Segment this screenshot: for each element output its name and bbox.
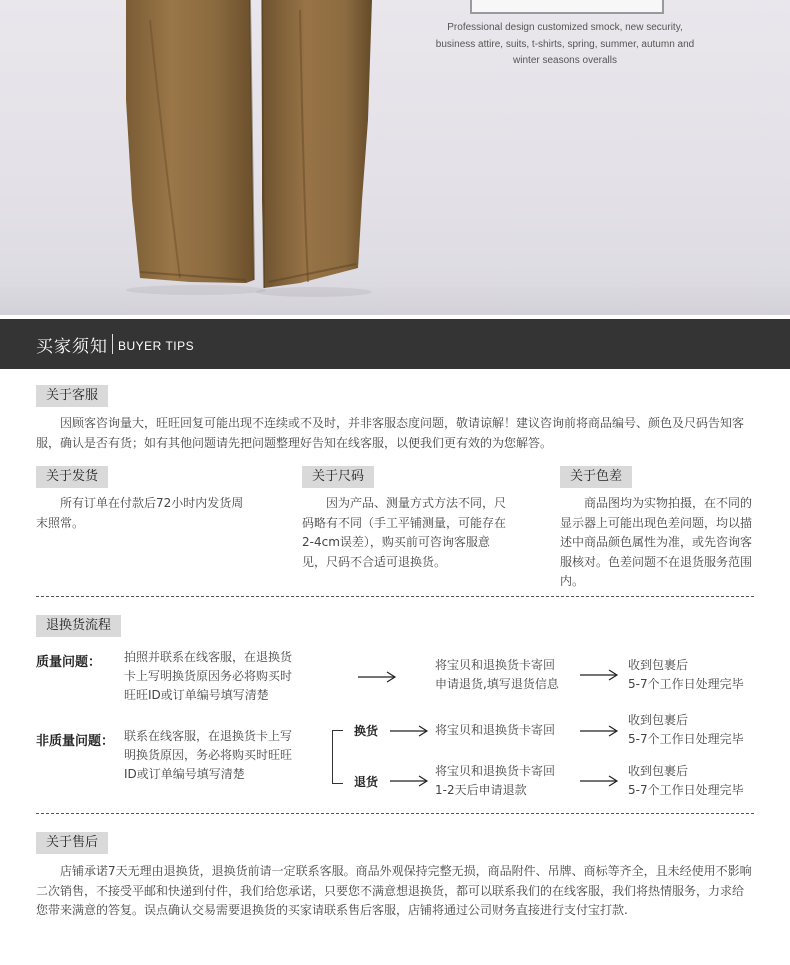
nonquality-line: 联系在线客服，在退换货卡上写: [124, 729, 293, 743]
nonquality-line: 明换货原因，务必将购买时旺旺: [124, 748, 293, 762]
product-photo: [0, 0, 790, 315]
arrow-right-icon: [580, 775, 620, 787]
quality-step2-line: 申请退货,填写退货信息: [435, 677, 559, 691]
arrow-right-icon: [390, 725, 430, 737]
service-text: 因顾客咨询量大，旺旺回复可能出现不连续或不及时，并非客服态度问题，敬请谅解！建议咨询前将商品编号、颜色及尺码告知客服，确认是否有货；如有其他问题请先把问题整理好告知在线客服，以便我们更有效的为您解答。: [36, 416, 745, 450]
exchange-step3: [628, 711, 744, 749]
nonquality-title: 非质量问题：: [36, 734, 115, 749]
tagline-line: Professional design customized smock, new security,: [447, 22, 683, 33]
quality-step3-line: 5-7个工作日处理完毕: [628, 677, 744, 691]
quality-line: 卡上写明换货原因务必将购买时: [124, 669, 293, 683]
header-divider: [112, 334, 113, 354]
refund-step2-line: 1-2天后申请退款: [435, 783, 527, 797]
quality-instructions: [124, 648, 292, 705]
info-card-edge: [470, 0, 664, 14]
quality-title: 质量问题：: [36, 655, 102, 670]
quality-step2-line: 将宝贝和退换货卡寄回: [435, 658, 556, 672]
quality-line: 旺旺ID或订单编号填写清楚: [124, 688, 269, 702]
color-label: 关于色差: [560, 466, 632, 488]
buyer-tips-header: [0, 319, 790, 369]
exchange-step2: [435, 721, 555, 740]
quality-line: 拍照并联系在线客服，在退换货: [124, 650, 293, 664]
header-title-en: BUYER TIPS: [118, 339, 195, 353]
returns-label: 退换货流程: [36, 615, 121, 637]
refund-step3-line: 收到包裹后: [628, 764, 689, 778]
exchange-key: 换货: [354, 724, 379, 738]
aftersale-label: 关于售后: [36, 832, 108, 854]
arrow-right-icon: [390, 775, 430, 787]
arrow-right-icon: [358, 671, 398, 683]
refund-step3-line: 5-7个工作日处理完毕: [628, 783, 744, 797]
nonquality-instructions: [124, 727, 292, 784]
service-label: 关于客服: [36, 385, 108, 407]
arrow-right-icon: [580, 669, 620, 681]
tagline-line: winter seasons overalls: [513, 55, 617, 66]
refund-step3: [628, 762, 744, 800]
aftersale-text: 店铺承诺7天无理由退换货，退换货前请一定联系客服。商品外观保持完整无损，商品附件、吊牌、商标等齐全，且未经使用不影响二次销售，不接受平邮和快递到付件，我们给您承诺，只要您不满意想退换货，都可以联系我们的在线客服，我们将热情服务，力求给您带来满意的答复。误点确认交易需要退换货的买家请联系售后客服，店铺将通过公司财务直接进行支付宝打款.: [36, 864, 752, 917]
shipping-label: 关于发货: [36, 466, 108, 488]
refund-key: 退货: [354, 775, 379, 789]
tagline-line: business attire, suits, t-shirts, spring, summer, autumn and: [435, 38, 695, 50]
exchange-step2-line: 将宝贝和退换货卡寄回: [435, 723, 556, 737]
nonquality-line: ID或订单编号填写清楚: [124, 767, 245, 781]
photo-tagline: [420, 20, 710, 70]
branch-bracket: [332, 730, 343, 784]
header-title-cn: 买家须知: [36, 337, 108, 357]
shipping-text: 所有订单在付款后72小时内发货周末照常。: [36, 496, 244, 530]
size-text: 因为产品、测量方式方法不同，尺码略有不同（手工平铺测量，可能存在2-4cm误差），购买前可咨询客服意见，尺码不合适可退换货。: [302, 496, 507, 569]
quality-step2: [435, 656, 559, 694]
arrow-right-icon: [580, 725, 620, 737]
size-label: 关于尺码: [302, 466, 374, 488]
divider-dashed: [36, 813, 754, 814]
quality-step3: [628, 656, 744, 694]
color-text: 商品图均为实物拍摄，在不同的显示器上可能出现色差问题，均以描述中商品颜色属性为准，或先咨询客服核对。色差问题不在退货服务范围内。: [560, 496, 753, 588]
exchange-step3-line: 收到包裹后: [628, 713, 689, 727]
exchange-step3-line: 5-7个工作日处理完毕: [628, 732, 744, 746]
refund-step2: [435, 762, 555, 800]
photo-floor-shadow: [0, 275, 790, 315]
quality-step3-line: 收到包裹后: [628, 658, 689, 672]
refund-step2-line: 将宝贝和退换货卡寄回: [435, 764, 556, 778]
divider-dashed: [36, 596, 754, 597]
